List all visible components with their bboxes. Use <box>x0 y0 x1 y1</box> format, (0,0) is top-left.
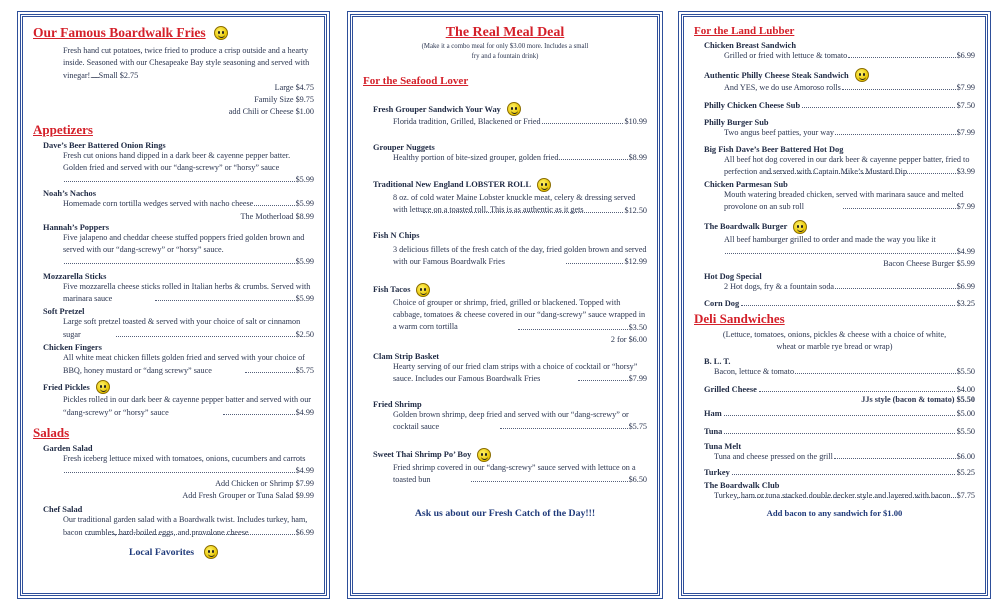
menu-item: Grilled Cheese $4.00 <box>704 384 975 394</box>
price: $7.99 <box>956 127 975 137</box>
smiley-icon <box>507 102 521 116</box>
menu-panel-left <box>20 14 327 596</box>
menu-item: Fish N Chips 3 delicious fillets of the fresh catch of the day, fried golden brown and served with our Famous Boardwalk Fries $12.99 <box>373 231 647 269</box>
menu-item: Hot Dog Special 2 Hot dogs, fry & a fountain soda $6.99 <box>704 272 975 293</box>
meal-deal-subtitle-1: (Make it a combo meal for only $3.00 more. Includes a small <box>421 43 589 50</box>
fries-description: Fresh hand cut potatoes, twice fried to produce a crisp outside and a hearty inside. Seasoned with our Chesapeake Bay style seasoning and served with vinegar!........Small $2.75 <box>63 46 310 80</box>
price: $6.50 <box>628 475 647 485</box>
extra-price: The Motherload $8.99 <box>240 211 314 221</box>
fries-family-price: Family Size $9.75 <box>254 94 314 104</box>
menu-item: B. L. T. Bacon, lettuce & tomato $5.50 <box>704 357 975 378</box>
price: $7.99 <box>628 374 647 384</box>
price: $12.99 <box>624 257 647 267</box>
menu-item: Noah’s Nachos Homemade corn tortilla wedges served with nacho cheese $5.99 The Motherload $8.99 <box>43 189 314 221</box>
smiley-icon <box>537 178 551 192</box>
smiley-icon <box>416 283 430 297</box>
add-bacon-footer: Add bacon to any sandwich for $1.00 <box>766 508 903 519</box>
local-favorites-footer: Local Favorites <box>33 545 314 559</box>
price: $5.75 <box>295 365 314 375</box>
meal-deal-title: The Real Meal Deal <box>445 25 565 40</box>
menu-item: Philly Chicken Cheese Sub $7.50 <box>704 100 975 110</box>
menu-item: Turkey $5.25 <box>704 467 975 477</box>
price: $3.25 <box>956 299 975 309</box>
fresh-catch-footer: Ask us about our Fresh Catch of the Day!!! <box>414 508 596 520</box>
menu-item: Sweet Thai Shrimp Po’ Boy Fried shrimp covered in our “dang-screwy” sauce served with lettuce on a toasted bun $6.50 <box>373 448 647 487</box>
salads-section-title: Salads <box>33 425 70 441</box>
menu-item: Big Fish Dave’s Beer Battered Hot Dog All beef hot dog covered in our dark beer & cayenne pepper batter, fried to perfection and served with Captain Mike’s Mustard Dip $3.99 <box>704 145 975 179</box>
price: $8.99 <box>628 152 647 162</box>
fries-section-title: Our Famous Boardwalk Fries <box>33 25 314 41</box>
menu-item: Dave’s Beer Battered Onion Rings Fresh cut onions hand dipped in a dark beer & cayenne pepper batter. Golden fried and served with our “dang-screwy” or “horsy” sauce $5.99 <box>43 141 314 187</box>
menu-item: Soft Pretzel Large soft pretzel toasted & served with your choice of salt or cinnamon sugar $2.50 <box>43 307 314 341</box>
smiley-icon <box>96 380 110 394</box>
fries-item <box>43 45 314 118</box>
smiley-icon <box>793 220 807 234</box>
price: $7.99 <box>956 83 975 93</box>
price: $5.99 <box>295 257 314 267</box>
smiley-icon <box>477 448 491 462</box>
price: $5.75 <box>628 422 647 432</box>
menu-item: Tuna $5.50 <box>704 427 975 437</box>
deli-section-title: Deli Sandwiches <box>694 311 785 327</box>
price: $7.75 <box>956 491 975 501</box>
price: $2.50 <box>295 330 314 340</box>
menu-item: Chicken Fingers All white meat chicken fillets golden fried and served with your choice of BBQ, honey mustard or “dang screwy” sauce $5.75 <box>43 343 314 377</box>
menu-item: Clam Strip Basket Hearty serving of our fried clam strips with a choice of cocktail or “horsy” sauce. Includes our Famous Boardwalk Fries $7.99 <box>373 352 647 386</box>
price: $6.99 <box>295 528 314 538</box>
price: $5.99 <box>295 199 314 209</box>
price: $4.99 <box>956 246 975 256</box>
fries-addon-price: add Chili or Cheese $1.00 <box>228 106 314 116</box>
price: $3.99 <box>956 167 975 177</box>
price: $4.99 <box>295 407 314 417</box>
price: $6.00 <box>956 452 975 462</box>
price: $10.99 <box>624 117 647 127</box>
price: $5.50 <box>956 367 975 377</box>
menu-item: Tuna Melt Tuna and cheese pressed on the grill $6.00 <box>704 442 975 463</box>
menu-item: Chicken Breast Sandwich Grilled or fried with lettuce & tomato $6.99 <box>704 41 975 62</box>
menu-item: Fried Pickles Pickles rolled in our dark beer & cayenne pepper batter and served with our “dang-screwy” or “horsy” sauce $4.99 <box>43 380 314 419</box>
menu-item: Grouper Nuggets Healthy portion of bite-sized grouper, golden fried $8.99 <box>373 143 647 164</box>
menu-item: Fresh Grouper Sandwich Your Way Florida tradition, Grilled, Blackened or Fried $10.99 <box>373 102 647 128</box>
fries-large-price: Large $4.75 <box>274 82 314 92</box>
menu-item: Chef Salad Our traditional garden salad with a Boardwalk twist. Includes turkey, ham, bacon crumbles, hard-boiled eggs, and provolone cheese $6.99 <box>43 505 314 539</box>
meal-deal-subtitle-2: fry and a fountain drink) <box>471 53 539 61</box>
menu-item: Garden Salad Fresh iceberg lettuce mixed with tomatoes, onions, cucumbers and carrots $4.99 Add Chicken or Shrimp $7.99 Add Fresh Grouper or Tuna Salad $9.99 <box>43 444 314 500</box>
price: $7.50 <box>956 100 975 110</box>
seafood-section-title: For the Seafood Lover <box>363 75 469 88</box>
menu-item: Ham $5.00 <box>704 409 975 419</box>
menu-panel-right: For the Land Lubber Chicken Breast Sandwich Grilled or fried with lettuce & tomato $6.99 Authentic Philly Cheese Steak Sandwich And YES, we do use Amoroso rolls $7.99 Philly Chicken Cheese Sub $7.50 Philly Burger Sub Two angus beef patties, your way $7.99 Big Fish Dave’s Beer Battered Hot Dog All beef hot dog covered in our dark beer & cayenne pepper batter, fried to perfection and served with Captain Mike’s Mustard Dip $3.99 Chicken Parmesan Sub Mouth watering breaded chicken, served with marinara sauce and melted provolone on an sub roll $7.99 The Boardwalk Burger All beef hamburger grilled to order and made the way you like it $4.99 Bacon Cheese Burger $5.99 Hot Dog Special 2 Hot dogs, fry & a fountain soda $6.99 Corn Dog $3.25 Deli Sandwiches (Lettuce, tomatoes, onions, pickles & cheese with a choice of white, wheat or marble rye bread or wrap) B. L. T. Bacon, lettuce & tomato $5.50 Grilled Cheese $4.00 JJs style (bacon & tomato) $5.50 Ham $5.00 Tuna $5.50 Tuna Melt Tuna and cheese pressed on the grill $6.00 Turkey $5.25 The Boardwalk Club Turkey, ham or tuna stacked double decker style and layered with bacon $7.75 Add bacon to any sandwich for $1.00 <box>681 14 988 596</box>
price: $5.99 <box>295 294 314 304</box>
smiley-icon <box>204 545 218 559</box>
menu-item: Philly Burger Sub Two angus beef patties, your way $7.99 <box>704 118 975 139</box>
smiley-icon <box>214 26 228 40</box>
price: $4.99 <box>295 466 314 476</box>
menu-item: Fish Tacos Choice of grouper or shrimp, fried, grilled or blackened. Topped with cabbage, tomatoes & cheese covered in our “dang-screwy” sauce wrapped in a warm corn tortilla $3.50 2 for $6.00 <box>373 283 647 346</box>
price: $12.50 <box>624 205 647 215</box>
menu-item: Authentic Philly Cheese Steak Sandwich And YES, we do use Amoroso rolls $7.99 <box>704 68 975 94</box>
price: $6.99 <box>956 282 975 292</box>
appetizers-section-title: Appetizers <box>33 121 93 137</box>
menu-item: Corn Dog $3.25 <box>704 299 975 309</box>
menu-item: The Boardwalk Club Turkey, ham or tuna stacked double decker style and layered with bacon $7.75 <box>704 481 975 503</box>
smiley-icon <box>855 68 869 82</box>
price: $5.50 <box>956 427 975 437</box>
menu-item: Chicken Parmesan Sub Mouth watering breaded chicken, served with marinara sauce and melted provolone on an sub roll $7.99 <box>704 180 975 214</box>
menu-item: Mozzarella Sticks Five mozzarella cheese sticks rolled in Italian herbs & crumbs. Served with marinara sauce $5.99 <box>43 272 314 306</box>
menu-panel-center <box>350 14 660 596</box>
price: $7.99 <box>956 202 975 212</box>
land-lubber-section-title: For the Land Lubber <box>694 25 795 37</box>
menu-item: Traditional New England LOBSTER ROLL 8 oz. of cold water Maine Lobster knuckle meat, celery & dressing served with lettuce on a toasted roll. This is as authentic as it gets $12.50 <box>373 178 647 217</box>
price: $4.00 <box>956 384 975 394</box>
menu-item: Hannah’s Poppers Five jalapeno and cheddar cheese stuffed poppers fried golden brown and served with our “dang-screwy” or “horsy” sauce. $5.99 <box>43 223 314 269</box>
price: $5.99 <box>295 175 314 185</box>
price: $3.50 <box>628 322 647 332</box>
price: $6.99 <box>956 51 975 60</box>
menu-item: The Boardwalk Burger All beef hamburger grilled to order and made the way you like it $4.99 Bacon Cheese Burger $5.99 <box>704 220 975 270</box>
price: $5.25 <box>956 467 975 477</box>
price: $5.00 <box>956 409 975 419</box>
menu-item: Fried Shrimp Golden brown shrimp, deep fried and served with our “dang-screwy” or cocktail sauce $5.75 <box>373 400 647 434</box>
